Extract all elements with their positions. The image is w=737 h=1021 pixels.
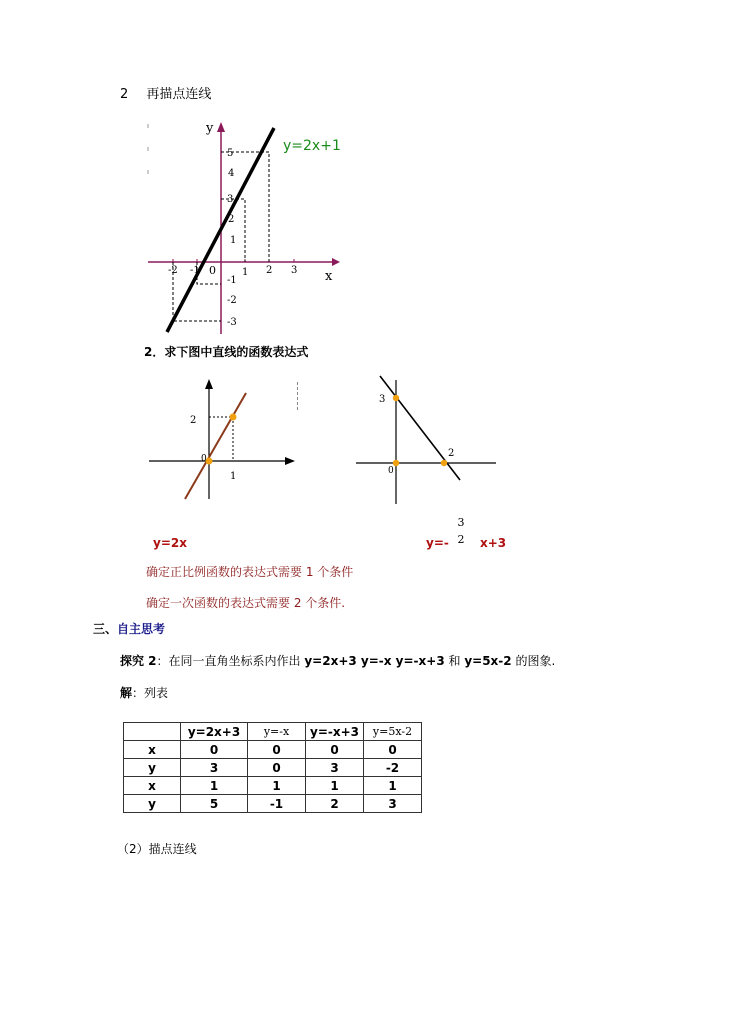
note-1: 确定正比例函数的表达式需要 1 个条件: [146, 565, 354, 579]
line-equation-label: y=2x+1: [283, 138, 341, 154]
x-axis-label: x: [325, 269, 333, 284]
solution-line: [120, 684, 168, 701]
explore-text-and: 和: [444, 654, 465, 668]
point-0-3: [393, 395, 399, 401]
graph-y-2x: [145, 375, 305, 510]
y-tick: -1: [227, 275, 237, 286]
equation-result-1: y=2x: [153, 536, 187, 550]
fraction-denominator: 2: [457, 533, 465, 546]
explore-label: 探究 2: [120, 654, 157, 668]
table-header-cell: [124, 723, 181, 741]
table-cell: 0: [306, 741, 364, 759]
step-2-heading: （2）描点连线: [117, 842, 197, 856]
point-2-0: [441, 460, 447, 466]
graph-y-neg-3-2x-plus-3: [352, 372, 502, 512]
explore-text: ：在同一直角坐标系内作出: [156, 654, 305, 668]
table-row: [124, 741, 422, 759]
solution-text: ：列表: [132, 686, 169, 700]
fraction-numerator: 3: [457, 516, 465, 529]
y-tick: 4: [228, 168, 235, 179]
section-heading-2: 2．求下图中直线的函数表达式: [144, 345, 309, 359]
table-cell: 2: [306, 795, 364, 813]
explore-prompt: [120, 652, 555, 669]
y-tick: -3: [227, 317, 237, 328]
explore-equations: y=2x+3 y=-x y=-x+3: [304, 654, 445, 668]
x-label: 2: [448, 448, 455, 459]
section-number: 2: [120, 87, 129, 102]
section-title: 自主思考: [117, 622, 166, 636]
table-header-cell: y=5x-2: [364, 723, 422, 741]
point-origin: [393, 460, 399, 466]
section-heading-3: [93, 620, 165, 637]
solution-label: 解: [120, 686, 133, 700]
x-axis-arrow: [332, 258, 340, 266]
point-1-2: [230, 414, 237, 421]
table-header-cell: y=2x+3: [181, 723, 248, 741]
table-cell: 1: [181, 777, 248, 795]
table-cell: 5: [181, 795, 248, 813]
note-2: 确定一次函数的表达式需要 2 个条件.: [146, 596, 346, 610]
table-cell: 0: [181, 741, 248, 759]
line-y-neg-3-2x-plus-3: [380, 376, 460, 480]
table-cell: x: [124, 777, 181, 795]
table-cell: 0: [248, 759, 306, 777]
table-cell: -2: [364, 759, 422, 777]
section-prefix: 三、: [93, 622, 118, 636]
table-cell: 3: [181, 759, 248, 777]
x-label: 1: [230, 471, 237, 482]
table-cell: 1: [248, 777, 306, 795]
y-label: 3: [379, 394, 386, 405]
table-cell: 1: [306, 777, 364, 795]
x-tick: -2: [168, 265, 178, 276]
section-heading-1: [120, 83, 211, 102]
explore-text-end: 的图象.: [511, 654, 556, 668]
y-tick: 1: [230, 235, 237, 246]
table-cell: -1: [248, 795, 306, 813]
table-header-row: [124, 723, 422, 741]
y-label: 2: [190, 415, 197, 426]
graph-y-2x-plus-1: [140, 112, 360, 337]
table-cell: x: [124, 741, 181, 759]
y-axis-arrow: [217, 122, 225, 132]
table-cell: 1: [364, 777, 422, 795]
values-table: [123, 722, 422, 813]
table-header-cell: y=-x+3: [306, 723, 364, 741]
y-tick: 5: [227, 148, 234, 159]
equation-suffix: x+3: [480, 536, 507, 550]
y-tick: 3: [227, 194, 234, 205]
table-cell: 0: [248, 741, 306, 759]
divider: [297, 382, 299, 410]
table-cell: y: [124, 759, 181, 777]
origin-label: 0: [388, 466, 394, 476]
section-title: 再描点连线: [146, 87, 212, 102]
x-tick: 1: [242, 267, 249, 278]
equation-prefix: y=-: [426, 536, 449, 550]
x-tick: 2: [266, 265, 273, 276]
y-tick: 2: [228, 214, 235, 225]
table-cell: 3: [306, 759, 364, 777]
table-cell: y: [124, 795, 181, 813]
table-header-cell: y=-x: [248, 723, 306, 741]
table-cell: 0: [364, 741, 422, 759]
origin-label: 0: [209, 264, 216, 277]
table-row: [124, 777, 422, 795]
y-axis-label: y: [206, 121, 214, 136]
equation-result-2: [426, 536, 449, 550]
line-y-2x: [185, 393, 246, 499]
table-row: [124, 795, 422, 813]
y-tick: -2: [227, 295, 237, 306]
x-tick: -1: [190, 265, 200, 276]
table-cell: 3: [364, 795, 422, 813]
explore-equation-4: y=5x-2: [464, 654, 512, 668]
x-tick: 3: [291, 265, 298, 276]
equation-fraction: [455, 516, 467, 546]
origin-label: 0: [201, 454, 207, 464]
table-row: [124, 759, 422, 777]
